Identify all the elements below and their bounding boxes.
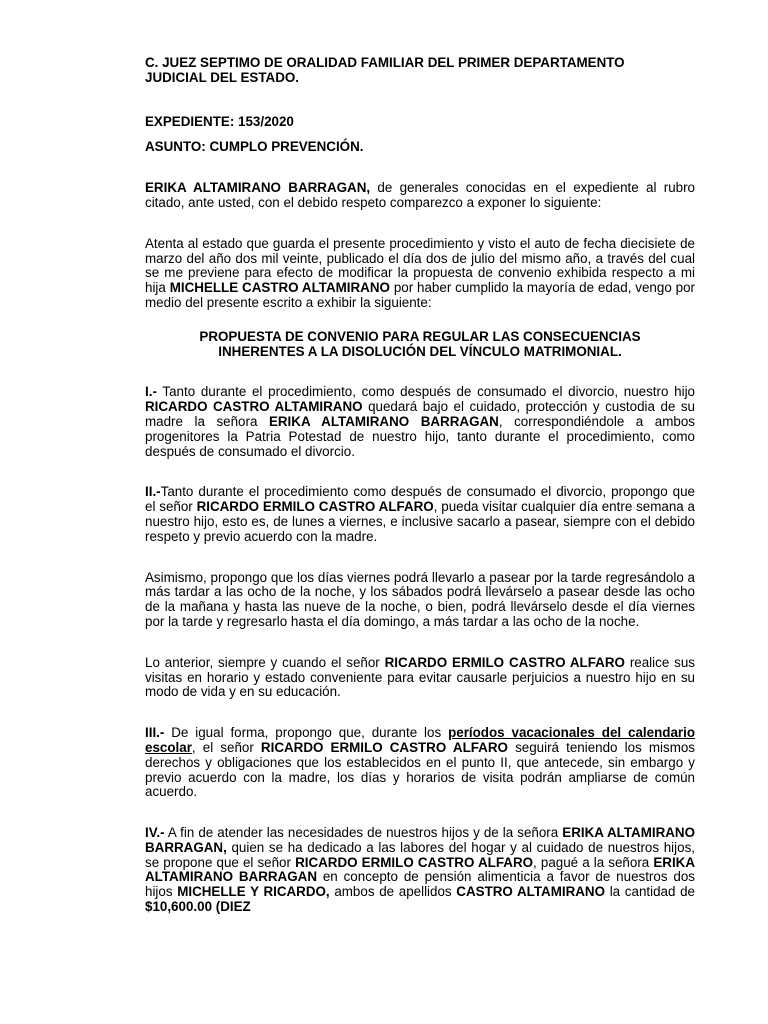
court-heading-line1: C. JUEZ SEPTIMO DE ORALIDAD FAMILIAR DEL PRIMER DEPARTAMENTO [145, 55, 625, 70]
atenta-paragraph [145, 237, 695, 311]
anterior-text-1: Lo anterior, siempre y cuando el señor [145, 654, 385, 670]
clause-2 [145, 485, 695, 544]
clause-3 [145, 726, 695, 800]
proposal-title-line2: INHERENTES A LA DISOLUCIÓN DEL VÍNCULO MATRIMONIAL. [218, 343, 622, 359]
clause-4-bold-5: CASTRO ALTAMIRANO [456, 884, 606, 900]
clause-1 [145, 385, 695, 459]
intro-text: de generales conocidas en el expediente al rubro citado, ante usted, con el debido respeto comparezco a exponer lo siguiente: [145, 180, 695, 210]
document-page [145, 56, 695, 915]
court-heading [145, 56, 695, 86]
asimismo-paragraph: Asimismo, propongo que los días viernes podrá llevarlo a pasear por la tarde regresándolo a más tardar a las ocho de la noche, y los sábados podrá llevárselo a pasear desde las ocho de la mañana y hasta las nueve de la noche, o bien, podrá llevárselo desde el día viernes por la tarde y regresarlo hasta el día domingo, a más tardar a las ocho de la noche. [145, 569, 695, 629]
intro-name: ERIKA ALTAMIRANO BARRAGAN, [145, 180, 371, 196]
clause-2-bold-1: RICARDO ERMILO CASTRO ALFARO [196, 499, 434, 515]
clause-2-text-2: , pueda visitar cualquier día entre semana a nuestro hijo, esto es, de lunes a viernes, e inclusive sacarlo a pasear, siempre con el debido respeto y previo acuerdo con la madre. [145, 499, 696, 544]
clause-4-bold-2: RICARDO ERMILO CASTRO ALFARO [295, 854, 534, 870]
proposal-title-line1: PROPUESTA DE CONVENIO PARA REGULAR LAS CONSECUENCIAS [199, 328, 641, 344]
expediente: EXPEDIENTE: 153/2020 [145, 113, 294, 129]
atenta-bold-1: MICHELLE CASTRO ALTAMIRANO [169, 280, 390, 296]
court-heading-line2: JUDICIAL DEL ESTADO. [145, 69, 300, 85]
clause-4-text-4: en concepto de pensión alimenticia a favor de nuestros dos hijos [145, 869, 695, 900]
anterior-paragraph [145, 656, 695, 700]
asunto: ASUNTO: CUMPLO PREVENCIÓN. [145, 139, 364, 155]
anterior-text-2: realice sus visitas en horario y estado conveniente para evitar causarle perjuicios a nuestro hijo en su modo de vida y en su educación. [145, 654, 695, 700]
clause-4 [145, 826, 695, 915]
clause-4-bold-3: ERIKA ALTAMIRANO BARRAGAN [145, 854, 696, 885]
clause-4-text-1: A fin de atender las necesidades de nuestros hijos y de la señora [164, 825, 563, 841]
clause-3-text-2: , el señor [191, 739, 261, 755]
clause-4-bold-1: ERIKA ALTAMIRANO BARRAGAN, [145, 825, 695, 855]
clause-4-text-2: quien se ha dedicado a las labores del hogar y al cuidado de nuestros hijos, se propone que el señor [145, 839, 695, 870]
intro-paragraph [145, 181, 695, 211]
clause-3-underlined: períodos vacacionales del calendario escolar [145, 725, 695, 755]
clause-1-text-3: , correspondiéndole a ambos progenitores la Patria Potestad de nuestro hijo, tanto durante el procedimiento, como después de consumado el divorcio. [145, 413, 695, 459]
clause-4-text-3: , pagué a la señora [533, 854, 654, 870]
atenta-text-1: Atenta al estado que guarda el presente procedimiento y visto el auto de fecha diecisiete de marzo del año dos mil veinte, publicado el día dos de julio del mismo año, a través del cual se me previene para efecto de modificar la propuesta de convenio exhibida respecto a mi hija [145, 235, 695, 296]
clause-1-bold-1: RICARDO CASTRO ALTAMIRANO [145, 399, 363, 415]
clause-4-number: IV.- [145, 825, 165, 841]
clause-4-text-5: ambos de apellidos [329, 884, 457, 900]
clause-2-number: II.- [145, 484, 161, 500]
anterior-bold-1: RICARDO ERMILO CASTRO ALFARO [384, 654, 625, 670]
clause-4-bold-4: MICHELLE Y RICARDO, [177, 884, 330, 900]
clause-1-text-1: Tanto durante el procedimiento, como después de consumado el divorcio, nuestro hijo [156, 384, 695, 400]
clause-3-text-3: seguirá teniendo los mismos derechos y obligaciones que los establecidos en el punto II, que antecede, sin embargo y previo acuerdo con la madre, los días y horarios de visita podrán ampliarse de común acuerdo. [145, 739, 695, 800]
proposal-title [145, 330, 695, 360]
atenta-text-2: por haber cumplido la mayoría de edad, vengo por medio del presente escrito a exhibir la siguiente: [145, 280, 695, 310]
clause-1-number: I.- [145, 384, 157, 400]
clause-3-text-1: De igual forma, propongo que, durante los [164, 725, 449, 741]
clause-3-bold-1: RICARDO ERMILO CASTRO ALFARO [260, 739, 508, 755]
clause-1-bold-2: ERIKA ALTAMIRANO BARRAGAN [268, 413, 499, 429]
clause-3-number: III.- [145, 725, 165, 741]
clause-4-bold-6: $10,600.00 (DIEZ [145, 899, 251, 915]
clause-4-text-6: la cantidad de [605, 884, 695, 900]
clause-2-text-1: Tanto durante el procedimiento como después de consumado el divorcio, propongo que el señor [145, 484, 695, 515]
clause-1-text-2: quedará bajo el cuidado, protección y custodia de su madre la señora [145, 399, 695, 429]
